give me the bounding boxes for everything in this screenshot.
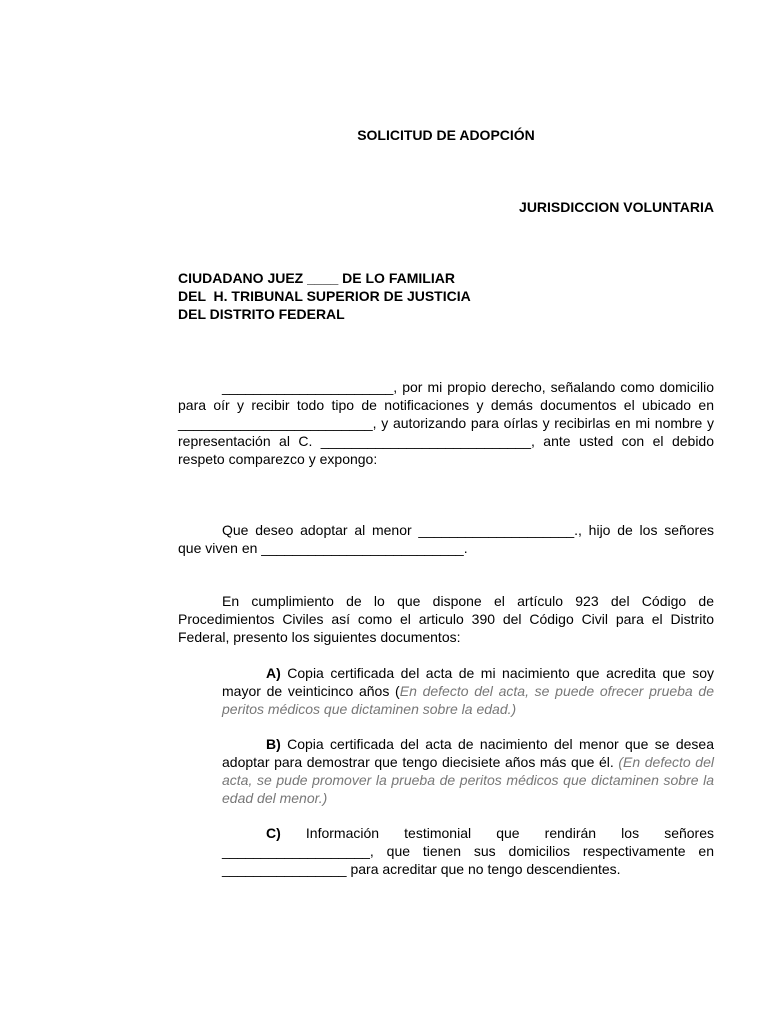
item-text: Copia certificada del acta de nacimiento del menor que se desea adoptar para demostrar que tengo diecisiete años más que él. — [222, 736, 714, 770]
document-item-b — [222, 735, 714, 807]
paragraph-text: En cumplimiento de lo que dispone el artículo 923 del Código de Procedimientos Civiles así como el articulo 390 del Código Civil para el Distrito Federal, presento los siguientes documentos: — [178, 593, 714, 645]
addressee-line: CIUDADANO JUEZ ____ DE LO FAMILIAR — [178, 270, 455, 286]
addressee-block — [178, 269, 471, 323]
paragraph-adoption — [178, 521, 714, 557]
document-item-c — [222, 824, 714, 878]
paragraph-text: Que deseo adoptar al menor ____________________., hijo de los señores que viven en __________________________. — [178, 522, 714, 556]
item-note: (En defecto del acta, se pude promover la prueba de peritos médicos que dictaminen sobre la edad del menor.) — [222, 754, 714, 806]
addressee-line: DEL H. TRIBUNAL SUPERIOR DE JUSTICIA — [178, 288, 471, 304]
item-letter: B) — [266, 736, 281, 752]
paragraph-legal-basis — [178, 592, 714, 646]
item-letter: C) — [266, 825, 281, 841]
paragraph-petitioner — [178, 378, 714, 468]
document-title: SOLICITUD DE ADOPCIÓN — [357, 127, 535, 143]
paragraph-text: ______________________, por mi propio derecho, señalando como domicilio para oír y recibir todo tipo de notificaciones y demás documentos el ubicado en _________________________, y autorizando para oírlas y recibirlas en mi nombre y representación al C. ___________________________, ante usted con el debido respeto comparezco y expongo: — [178, 379, 714, 467]
addressee-line: DEL DISTRITO FEDERAL — [178, 306, 345, 322]
item-note: En defecto del acta, se puede ofrecer prueba de peritos médicos que dictaminen sobre la edad.) — [222, 683, 715, 717]
item-letter: A) — [266, 665, 281, 681]
item-text: Información testimonial que rendirán los señores ___________________, que tienen sus domicilios respectivamente en ________________ para acreditar que no tengo descendientes. — [222, 825, 714, 877]
document-subtitle: JURISDICCION VOLUNTARIA — [519, 199, 714, 215]
item-text: Copia certificada del acta de mi nacimiento que acredita que soy mayor de veinticinco años ( — [222, 665, 714, 699]
document-item-a — [222, 664, 714, 718]
